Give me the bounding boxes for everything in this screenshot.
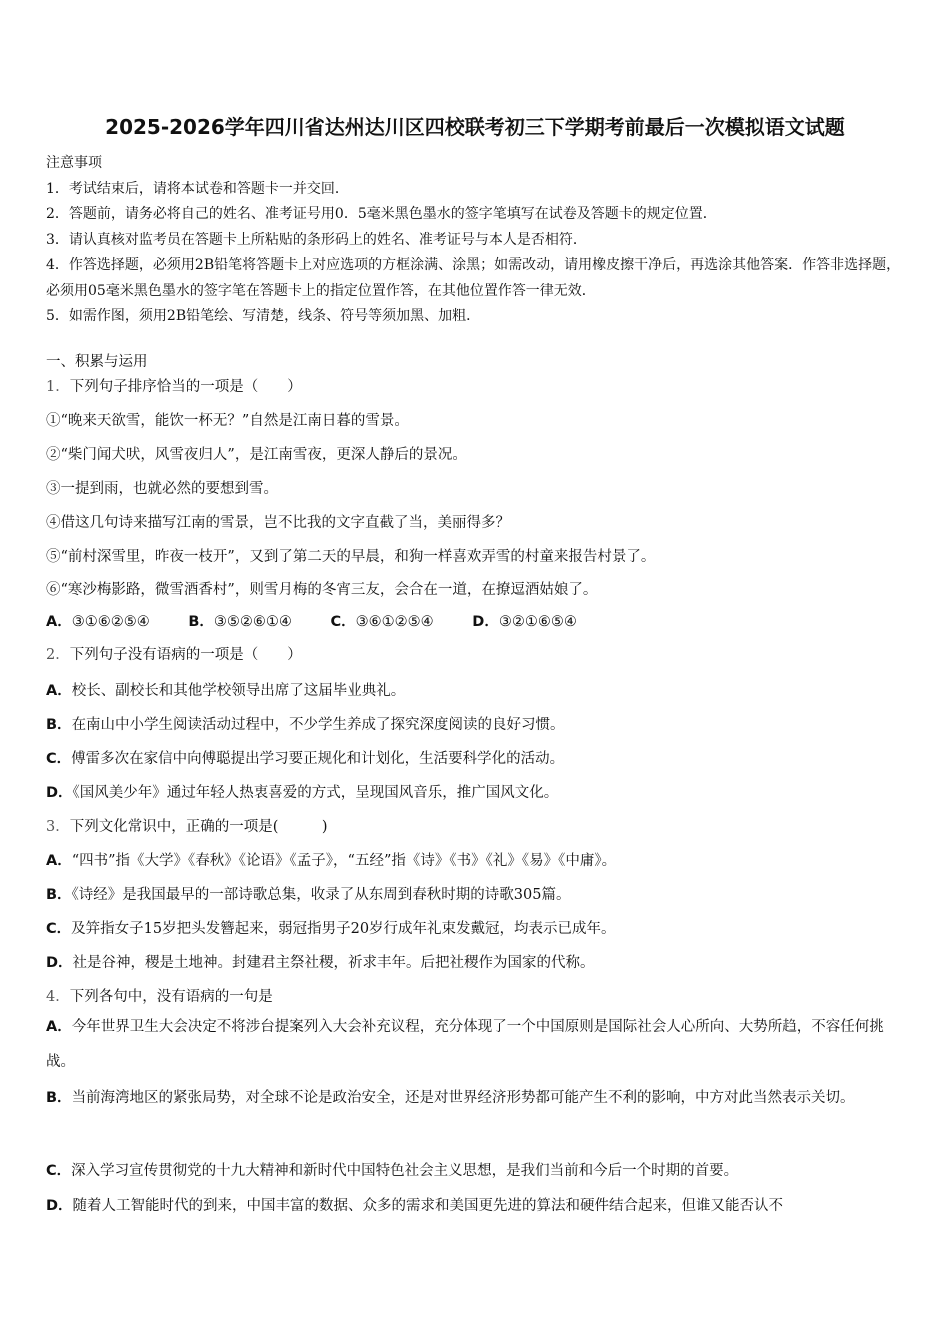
- question-4-stem: [46, 985, 906, 1006]
- q1-line: ⑥“寒沙梅影路，微雪酒香村”，则雪月梅的冬宵三友，会合在一道，在撩逗酒姑娘了。: [46, 582, 598, 598]
- option-c: C．③⑥①②⑤④: [330, 614, 434, 630]
- page-title: 2025-2026学年四川省达州达川区四校联考初三下学期考前最后一次模拟语文试题: [105, 115, 845, 139]
- q2-option-d: D．《国风美少年》通过年轻人热衷喜爱的方式，呈现国风音乐，推广国风文化。: [46, 785, 559, 801]
- notes-heading: 注意事项: [46, 155, 102, 171]
- question-number: 2．: [46, 647, 70, 663]
- note-item: 5．如需作图，须用2B铅笔绘、写清楚，线条、符号等须加黑、加粗．: [46, 308, 481, 324]
- q1-line: ①“晚来天欲雪，能饮一杯无？”自然是江南日暮的雪景。: [46, 413, 409, 429]
- note-item: 4．作答选择题，必须用2B铅笔将答题卡上对应选项的方框涂满、涂黑；如需改动，请用橡皮擦干净后，再选涂其他答案．作答非选择题，必须用05毫米黑色墨水的签字笔在答题卡上的指定位置作答，在其他位置作答一律无效．: [46, 257, 901, 299]
- notes-block: [46, 151, 906, 330]
- q4-option-b: B．当前海湾地区的紧张局势，对全球不论是政治安全，还是对世界经济形势都可能产生不利的影响，中方对此当然表示关切。: [46, 1090, 855, 1106]
- note-item: 1．考试结束后，请将本试卷和答题卡一并交回．: [46, 180, 349, 197]
- note-item: 3．请认真核对监考员在答题卡上所粘贴的条形码上的姓名、准考证号与本人是否相符．: [46, 231, 587, 248]
- question-3-stem: [46, 815, 906, 836]
- section-heading: 一、积累与运用: [46, 354, 148, 370]
- q3-option-d: D．社是谷神，稷是土地神。封建君主祭社稷，祈求丰年。后把社稷作为国家的代称。: [46, 955, 595, 971]
- question-text: 下列文化常识中，正确的一项是( ): [69, 819, 328, 835]
- question-2-stem: [46, 643, 906, 664]
- option-b: B．③⑤②⑥①④: [188, 614, 292, 630]
- q2-option-c: C．傅雷多次在家信中向傅聪提出学习要正规化和计划化，生活要科学化的活动。: [46, 751, 565, 767]
- q3-option-c: C．及笄指女子15岁把头发簪起来，弱冠指男子20岁行成年礼束发戴冠，均表示已成年。: [46, 921, 616, 937]
- question-text: 下列各句中，没有语病的一句是: [69, 989, 273, 1005]
- q1-line: ④借这几句诗来描写江南的雪景，岂不比我的文字直截了当，美丽得多？: [46, 515, 510, 531]
- question-number: 4．: [46, 989, 70, 1005]
- question-text: 下列句子排序恰当的一项是（ ）: [69, 379, 302, 395]
- q4-option-a: A．今年世界卫生大会决定不将涉台提案列入大会补充议程，充分体现了一个中国原则是国际社会人心所向、大势所趋，不容任何挑战。: [46, 1019, 884, 1070]
- question-text: 下列句子没有语病的一项是（ ）: [69, 647, 302, 663]
- q2-option-a: A．校长、副校长和其他学校领导出席了这届毕业典礼。: [46, 683, 406, 699]
- q1-options: [46, 610, 906, 631]
- q1-line: ③一提到雨，也就必然的要想到雪。: [46, 481, 278, 497]
- q1-line: ②“柴门闻犬吠，风雪夜归人”，是江南雪夜，更深人静后的景况。: [46, 447, 467, 463]
- q3-option-b: B．《诗经》是我国最早的一部诗歌总集，收录了从东周到春秋时期的诗歌305篇。: [46, 887, 571, 903]
- note-item: 2．答题前，请务必将自己的姓名、准考证号用0．5毫米黑色墨水的签字笔填写在试卷及答题卡的规定位置．: [46, 206, 717, 222]
- option-d: D．③②①⑥⑤④: [472, 614, 577, 630]
- q4-option-d: D．随着人工智能时代的到来，中国丰富的数据、众多的需求和美国更先进的算法和硬件结合起来，但谁又能否认不: [46, 1198, 784, 1214]
- q4-option-c: C．深入学习宣传贯彻党的十九大精神和新时代中国特色社会主义思想，是我们当前和今后一个时期的首要。: [46, 1163, 739, 1179]
- q3-option-a: A．“四书”指《大学》《春秋》《论语》《孟子》，“五经”指《诗》《书》《礼》《易》《中庸》。: [46, 853, 617, 869]
- question-number: 1．: [46, 379, 70, 395]
- q2-option-b: B．在南山中小学生阅读活动过程中，不少学生养成了探究深度阅读的良好习惯。: [46, 717, 565, 733]
- option-a: A．③①⑥②⑤④: [46, 614, 150, 630]
- question-number: 3．: [46, 819, 70, 835]
- question-1-stem: [46, 375, 906, 396]
- q1-line: ⑤“前村深雪里，昨夜一枝开”，又到了第二天的早晨，和狗一样喜欢弄雪的村童来报告村景了。: [46, 549, 656, 565]
